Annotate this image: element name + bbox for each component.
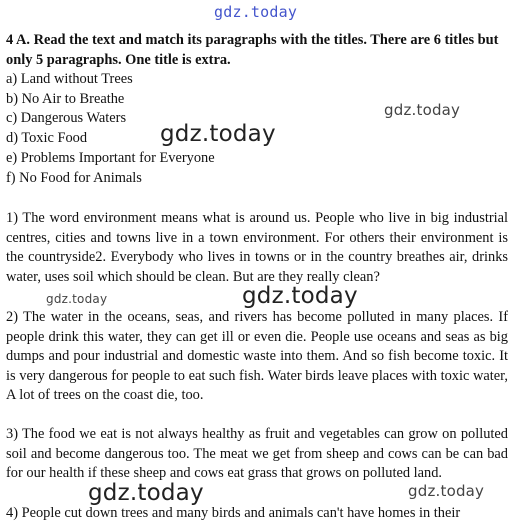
title-option-e: e) Problems Important for Everyone (6, 149, 215, 166)
paragraph-4: 4) People cut down trees and many birds and animals can't have homes in their (6, 505, 461, 521)
watermark-top: gdz.today (214, 3, 298, 21)
watermark-middle: gdz.today (242, 283, 358, 309)
title-option-b: b) No Air to Breathe (6, 90, 125, 107)
watermark-bottom-right: gdz.today (408, 482, 485, 500)
watermark-right: gdz.today (384, 101, 461, 119)
watermark-small-left: gdz.today (46, 292, 108, 306)
title-option-f: f) No Food for Animals (6, 169, 142, 186)
title-option-d: d) Toxic Food (6, 130, 88, 147)
paragraph-2: 2) The water in the oceans, seas, and rivers has become polluted in many places. If people drink this water, they can get ill or even die. People use oceans and seas as big dumps and pour industrial and domestic waste into them. And so fish become toxic. It is very dangerous for people to eat such fish. Water birds leave places with toxic water, A lot of trees on the coast die, too. (6, 309, 508, 404)
watermark-center: gdz.today (160, 121, 276, 147)
paragraph-3: 3) The food we eat is not always healthy as fruit and vegetables can grow on polluted soil and become dangerous too. The meat we get from sheep and cows can be can bad for our health if these sheep and cows eat grass that grows on polluted land. (6, 426, 508, 482)
paragraph-1: 1) The word environment means what is around us. People who live in big industrial centres, cities and towns live in a town environment. For others their environment is the countryside2. Everybody who lives in towns or in the country breathes air, drinks water, uses soil which should be clean. But are they really clean? (6, 210, 508, 285)
task-instruction: 4 A. Read the text and match its paragraphs with the titles. There are 6 titles but only 5 paragraphs. One title is extra. (6, 32, 499, 68)
titles-list (6, 70, 508, 188)
watermark-bottom-left: gdz.today (88, 480, 204, 506)
title-option-c: c) Dangerous Waters (6, 110, 127, 127)
textbook-page (6, 0, 508, 530)
title-option-a: a) Land without Trees (6, 71, 133, 87)
